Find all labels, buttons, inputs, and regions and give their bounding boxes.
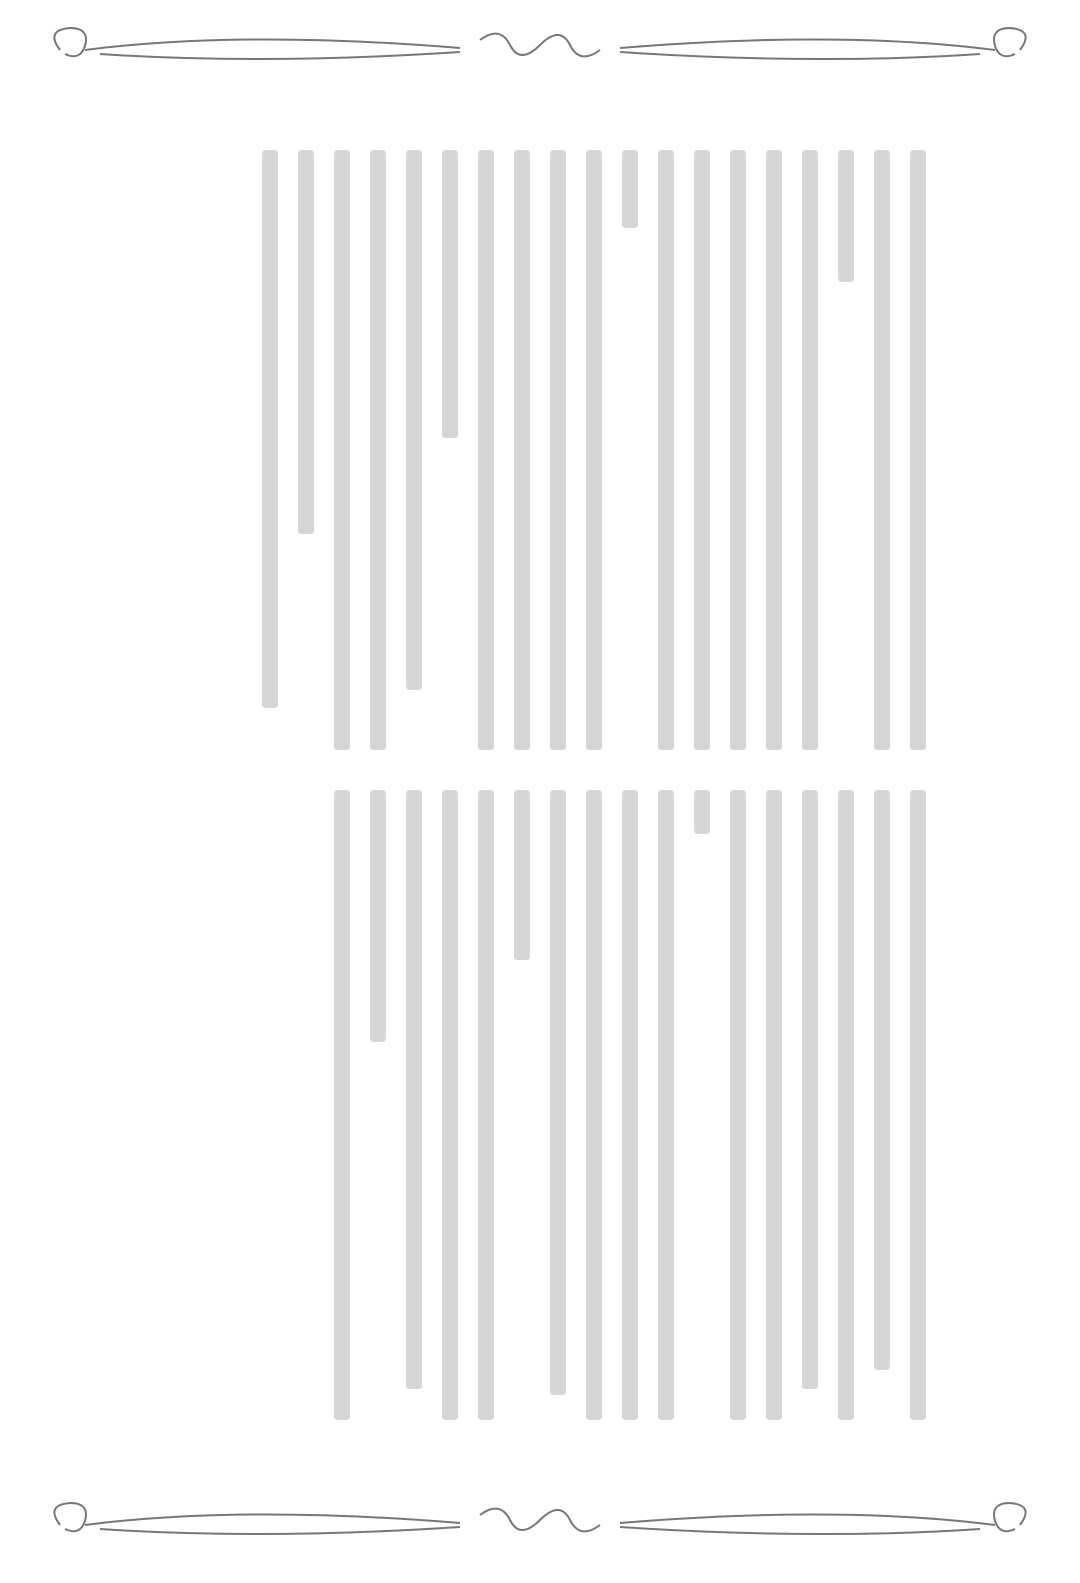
redacted-line xyxy=(838,790,854,1420)
redacted-line xyxy=(370,790,386,1042)
text-column xyxy=(834,790,858,1420)
text-column xyxy=(762,790,786,1420)
redacted-line xyxy=(334,790,350,1420)
redacted-line xyxy=(262,150,278,708)
redacted-line xyxy=(658,150,674,750)
redacted-line xyxy=(766,150,782,750)
text-column xyxy=(690,150,714,750)
redacted-line xyxy=(874,150,890,750)
text-column xyxy=(726,150,750,750)
text-column xyxy=(870,790,894,1420)
redacted-line xyxy=(874,790,890,1370)
text-column xyxy=(762,150,786,750)
text-column xyxy=(906,790,930,1420)
text-column xyxy=(582,150,606,750)
text-column xyxy=(474,150,498,750)
text-column xyxy=(330,150,354,750)
redacted-line xyxy=(694,150,710,750)
text-column xyxy=(798,790,822,1420)
redacted-line xyxy=(622,790,638,1420)
text-column xyxy=(726,790,750,1420)
redacted-line xyxy=(910,790,926,1420)
text-column xyxy=(654,150,678,750)
text-column xyxy=(366,790,390,1420)
redacted-line xyxy=(406,150,422,690)
text-column xyxy=(402,150,426,750)
redacted-line xyxy=(658,790,674,1420)
text-column xyxy=(654,790,678,1420)
text-column xyxy=(402,790,426,1420)
redacted-line xyxy=(406,790,422,1389)
redacted-line xyxy=(442,790,458,1420)
redacted-line xyxy=(730,790,746,1420)
text-column xyxy=(690,790,714,1420)
redacted-line xyxy=(730,150,746,750)
redacted-line xyxy=(802,150,818,750)
redacted-line xyxy=(370,150,386,750)
redacted-line xyxy=(910,150,926,750)
text-column xyxy=(582,790,606,1420)
text-column xyxy=(618,790,642,1420)
text-column xyxy=(834,150,858,750)
text-column xyxy=(366,150,390,750)
redacted-line xyxy=(334,150,350,750)
redacted-line xyxy=(622,150,638,228)
redacted-line xyxy=(802,790,818,1389)
redacted-line xyxy=(478,790,494,1420)
redacted-line xyxy=(766,790,782,1420)
text-column xyxy=(546,150,570,750)
text-column xyxy=(906,150,930,750)
text-column xyxy=(258,150,282,750)
redacted-line xyxy=(514,150,530,750)
redacted-line xyxy=(550,150,566,750)
text-column xyxy=(438,150,462,750)
redacted-line xyxy=(298,150,314,534)
scroll-flourish-icon xyxy=(40,20,1040,80)
lower-text-block xyxy=(330,790,930,1420)
text-column xyxy=(510,790,534,1420)
redacted-line xyxy=(586,790,602,1420)
redacted-line xyxy=(514,790,530,960)
redacted-line xyxy=(838,150,854,282)
scroll-flourish-icon xyxy=(40,1495,1040,1555)
text-column xyxy=(474,790,498,1420)
text-column xyxy=(330,790,354,1420)
text-column xyxy=(510,150,534,750)
text-column xyxy=(870,150,894,750)
redacted-line xyxy=(550,790,566,1395)
text-column xyxy=(546,790,570,1420)
upper-text-block xyxy=(258,150,930,750)
redacted-line xyxy=(478,150,494,750)
text-column xyxy=(438,790,462,1420)
redacted-line xyxy=(442,150,458,438)
text-column xyxy=(798,150,822,750)
redacted-line xyxy=(586,150,602,750)
redacted-line xyxy=(694,790,710,834)
text-column xyxy=(294,150,318,750)
text-column xyxy=(618,150,642,750)
